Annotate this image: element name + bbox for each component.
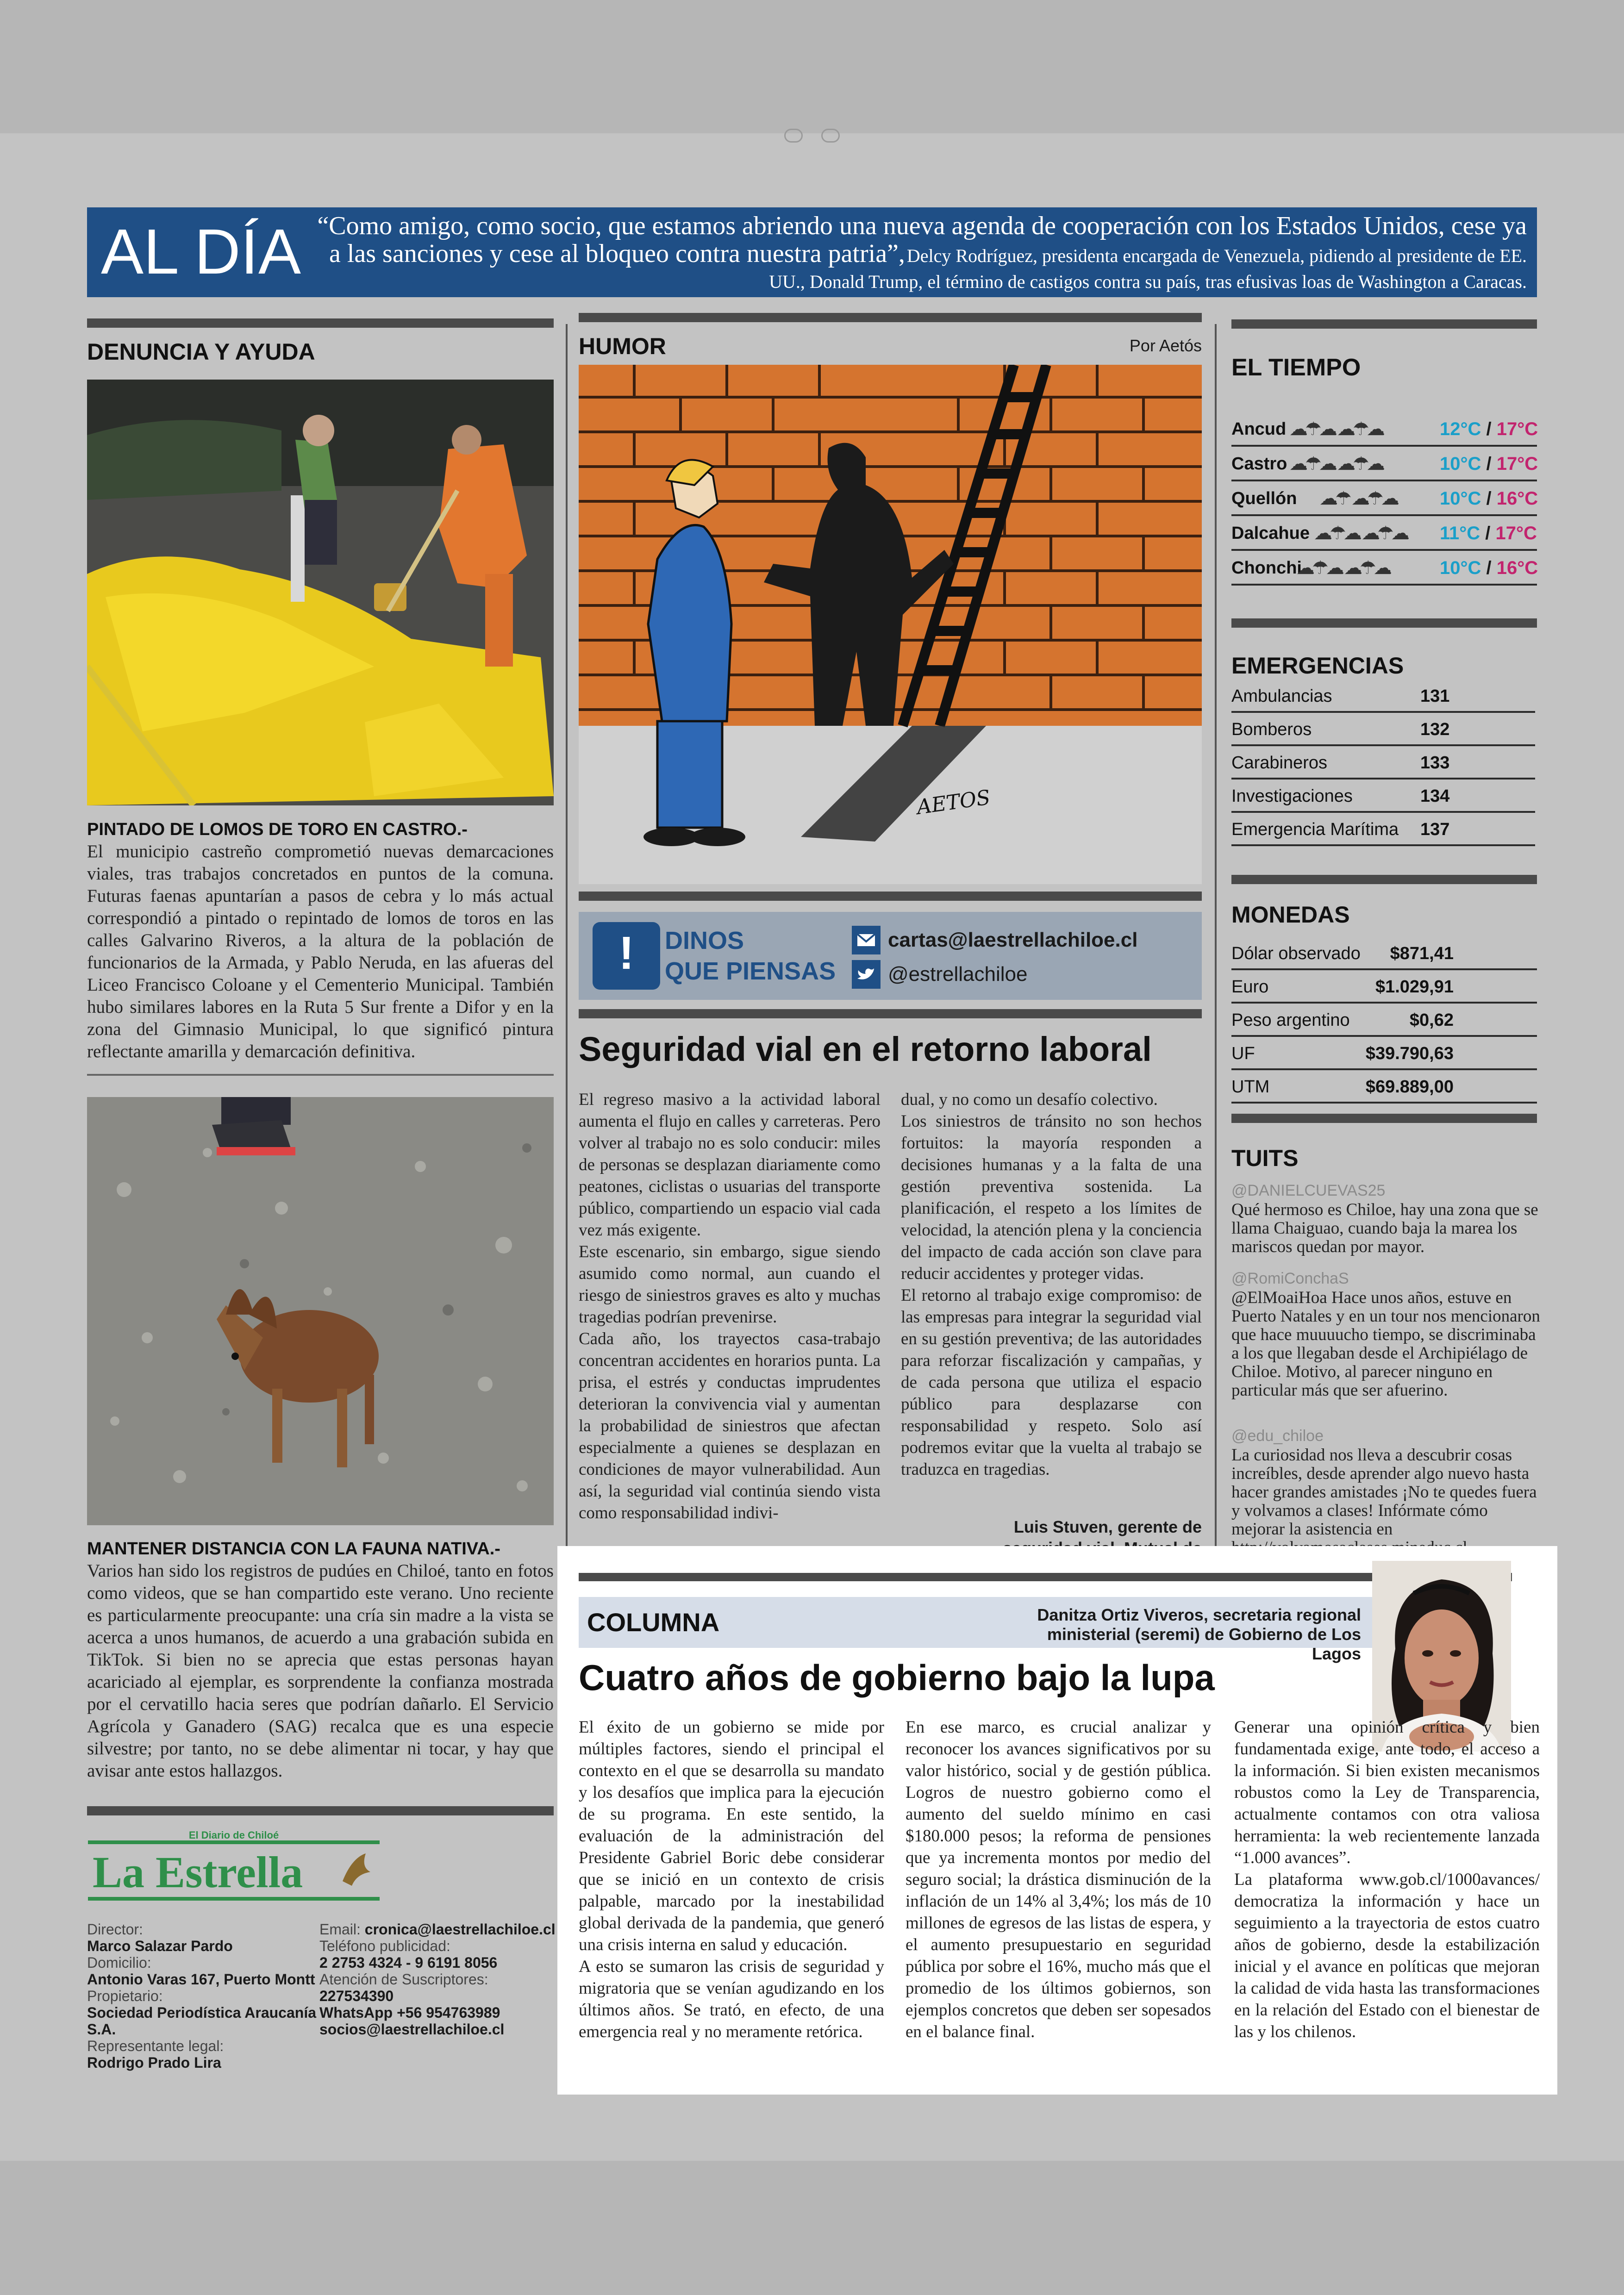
domicilio-label: Domicilio: [87, 1954, 151, 1971]
bird-icon [338, 1849, 375, 1890]
temp-min: 10°C [1440, 488, 1481, 509]
section-rule [1231, 319, 1537, 329]
dinos-twitter[interactable]: @estrellachiloe [888, 963, 1028, 985]
humor-heading: HUMOR [579, 333, 666, 359]
emergency-label: Ambulancias [1231, 686, 1332, 706]
section-rule [579, 313, 1202, 322]
currency-value: $1.029,91 [1375, 977, 1454, 997]
tweet-handle[interactable]: @RomiConchaS [1231, 1270, 1349, 1287]
tweet [1231, 1180, 1542, 1256]
currency-row [1231, 937, 1537, 970]
banner-title: AL DÍA [101, 216, 301, 287]
currency-row [1231, 1037, 1537, 1070]
logo-subtitle: El Diario de Chiloé [188, 1829, 279, 1841]
cartoon-signature: AETOS [915, 786, 992, 819]
director-label: Director: [87, 1921, 143, 1938]
currency-row [1231, 1004, 1537, 1037]
humor-cartoon [579, 365, 1202, 884]
temp-max: 16°C [1496, 488, 1538, 509]
dinos-email[interactable]: cartas@laestrellachiloe.cl [888, 929, 1138, 951]
section-rule [1231, 1114, 1537, 1123]
whatsapp-label: WhatsApp [319, 2004, 393, 2021]
weather-city: Quellón [1231, 489, 1297, 508]
rain-cloud-icon: ☁☂☁ ☁☂☁ [1296, 558, 1389, 578]
tweet-text: La curiosidad nos lleva a descubrir cosas increíbles, desde aprender algo nuevo hasta hacer grandes amistades ¡No te quedes fuera y volvamos a clases! Infórmate cómo mejorar la asistencia en [1231, 1446, 1537, 1539]
domicilio-value: Antonio Varas 167, Puerto Montt [87, 1971, 315, 1988]
weather-temps: 10°C / 17°C [1440, 454, 1538, 474]
weather-city: Castro [1231, 454, 1287, 474]
currency-row [1231, 1070, 1537, 1104]
currency-value: $0,62 [1409, 1010, 1454, 1030]
editorial-byline: Luis Stuven, gerente de [1013, 1517, 1202, 1536]
editorial-title: Seguridad vial en el retorno laboral [579, 1030, 1152, 1068]
rain-cloud-icon: ☁☂☁ ☁☂☁ [1314, 523, 1407, 543]
tiempo-heading: EL TIEMPO [1231, 354, 1361, 381]
columna-box [557, 1546, 1557, 2095]
item1-title: PINTADO DE LOMOS DE TORO EN CASTRO.- [87, 820, 468, 839]
columna-col2: En ese marco, es crucial analizar y reconocer los avances significativos por su valor histórico, social y de gestión pública. Logros de nuestro gobierno como el aumento del sueldo mínimo en casi $180.000 pesos; la reforma de pensiones que ya incrementa montos por medio del seguro social; la drástica disminución de la inflación de un 14% al 3,4%; los más de 10 millones de egresos de las listas de espera, y el aumento presupuestario en seguridad pública por sobre el 16%, mucho más que el promedio de los últimos gobiernos, son ejemplos concretos que deben ser sopesados en el balance final. [906, 1718, 1211, 2041]
logo-text: La Estrella [93, 1847, 303, 1897]
whatsapp-value: +56 954763989 [397, 2004, 500, 2021]
currency-label: UTM [1231, 1077, 1270, 1097]
weather-city: Dalcahue [1231, 524, 1310, 543]
section-rule [87, 318, 554, 328]
page-indicator [821, 129, 840, 143]
editorial-col1: El regreso masivo a la actividad laboral aumenta el flujo en calles y carreteras. Pero volver al trabajo no es solo conducir: miles de personas se desplazan diariamente como peatones, ciclistas o usuarias del transporte público, compartiendo un espacio vial cada vez más exigente. Este escenario, sin embargo, sigue siendo asumido como normal, aun cuando el riesgo de siniestros graves es alto y muchas tragedias podrían prevenirse. Cada año, los trayectos casa-trabajo concentran accidentes en horarios punta. La prisa, el estrés y conductas imprudentes deterioran la convivencia vial y aumentan la probabilidad de siniestros que afectan especialmente a quienes se desplazan en condiciones de mayor vulnerabilidad. Aun así, la seguridad vial continúa siendo vista como responsabilidad indivi- [579, 1090, 881, 1522]
masthead-right [319, 1921, 560, 2038]
al-dia-banner [87, 207, 1537, 297]
humor-author: Por Aetós [1129, 336, 1202, 355]
weather-row [1231, 551, 1537, 586]
currency-label: Peso argentino [1231, 1010, 1350, 1030]
weather-row [1231, 481, 1537, 516]
email-value[interactable]: cronica@laestrellachiloe.cl [364, 1921, 556, 1938]
divider [87, 1074, 554, 1076]
rain-cloud-icon: ☁☂☁ ☁☂☁ [1289, 454, 1382, 474]
speech-icon: ! [593, 922, 660, 990]
columna-col1: El éxito de un gobierno se mide por múltiples factores, siendo el principal el contexto en el que se desarrolla su mandato y los desafíos que implica para la ejecución de su programa. En este sentido, la evaluación de la administración del Presidente Gabriel Boric debe considerar que se inició en un contexto de crisis palpable, marcado por la inestabilidad global derivada de la pandemia, que generó una crisis interna en salud y educación. A esto se sumaron las crisis de seguridad y migratoria que se venían agudizando en los últimos años. Se trató, en efecto, de una emergencia real y no meramente retórica. [579, 1718, 884, 2041]
emergency-row [1231, 713, 1535, 746]
weather-temps: 11°C / 17°C [1440, 523, 1537, 543]
weather-temps: 10°C / 16°C [1440, 558, 1538, 578]
telefono-value: 2 2753 4324 - 9 6191 8056 [319, 1954, 498, 1971]
item2-title: MANTENER DISTANCIA CON LA FAUNA NATIVA.- [87, 1539, 500, 1559]
section-rule [87, 1806, 554, 1815]
currency-row [1231, 970, 1537, 1004]
currency-value: $871,41 [1390, 944, 1454, 963]
emergency-number[interactable]: 133 [1420, 753, 1450, 773]
currency-label: UF [1231, 1044, 1255, 1063]
banner-quote: “Como amigo, como socio, que estamos abriendo una nueva agenda de cooperación con los Estados Unidos, cese ya a las sanciones y cese al bloqueo contra nuestra patria”, [317, 212, 1527, 268]
emergency-label: Investigaciones [1231, 786, 1353, 806]
weather-temps: 10°C / 16°C [1440, 488, 1538, 509]
dinos-line1: DINOS [665, 927, 744, 954]
logo-block [88, 1829, 380, 1901]
section-rule [1231, 618, 1537, 628]
temp-max: 17°C [1496, 419, 1538, 439]
columna-title: Cuatro años de gobierno bajo la lupa [579, 1657, 1215, 1698]
tweet [1231, 1268, 1542, 1400]
propietario-label: Propietario: [87, 1988, 163, 2004]
emergency-row [1231, 780, 1535, 813]
emergency-label: Emergencia Marítima [1231, 820, 1399, 839]
item2-text: Varios han sido los registros de pudúes en Chiloé, tanto en fotos como videos, que se han compartido este verano. Uno reciente es particularmente preocupante: una cría sin madre a la vista se acerca a unos humanos, de acuerdo a una grabación subida en TikTok. Si bien no se aprecia que estas personas hayan acariciado al ejemplar, es sorprendente la confianza mostrada por el cervatillo hacia seres que podrían dañarlo. El Servicio Agrícola y Ganadero (SAG) recalca que es una especie silvestre; por tanto, no se debe alimentar ni tocar, y hay que avisar ante estos hallazgos. [87, 1561, 554, 1781]
pudu-photo [87, 1097, 554, 1525]
temp-min: 11°C [1440, 523, 1480, 543]
email-label: Email: [319, 1921, 361, 1938]
propietario-value: Sociedad Periodística Araucanía S.A. [87, 2004, 316, 2038]
emergency-row [1231, 746, 1535, 780]
road-painting-photo [87, 380, 554, 805]
weather-city: Chonchi [1231, 558, 1302, 578]
emergency-number[interactable]: 134 [1420, 786, 1450, 806]
columna-col3: Generar una opinión crítica y bien fundamentada exige, ante todo, el acceso a la información. Si bien existen mecanismos robustos como la Ley de Transparencia, actualmente contamos con otra valiosa herramienta: la web recientemente lanzada “1.000 avances”. La plataforma www.gob.cl/1000avances/ democratiza la información y hace un seguimiento a la trayectoria de estos cuatro años de gobierno, desde la estabilización inicial y el avance en políticas que mejoran la calidad de vida hasta las transformaciones en la relación del Estado con el bienestar de las y los chilenos. [1234, 1718, 1540, 2041]
dinos-box [579, 912, 1202, 1000]
emergency-label: Bomberos [1231, 720, 1312, 739]
dinos-line2: QUE PIENSAS [665, 957, 836, 985]
temp-max: 17°C [1495, 523, 1537, 543]
representante-value: Rodrigo Prado Lira [87, 2054, 221, 2071]
rain-cloud-icon: ☁☂ ☁☂☁ [1319, 488, 1397, 509]
tweet-handle[interactable]: @DANIELCUEVAS25 [1231, 1182, 1386, 1199]
socios-email[interactable]: socios@laestrellachiloe.cl [319, 2021, 505, 2038]
representante-label: Representante legal: [87, 2038, 224, 2054]
temp-min: 12°C [1440, 419, 1481, 439]
banner-attribution: Delcy Rodríguez, presidenta encargada de Venezuela, pidiendo al presidente de EE. UU., Donald Trump, el término de castigos contra su país, tras efusivas loas de Washington a Caracas. [769, 245, 1527, 292]
weather-row [1231, 516, 1537, 551]
page-indicator [784, 129, 803, 143]
monedas-heading: MONEDAS [1231, 902, 1350, 928]
weather-row [1231, 447, 1537, 481]
item1-text: El municipio castreño comprometió nuevas demarcaciones viales, tras trabajos concretados en puntos de la comuna. Futuras faenas apuntarían a pasos de cebra y lo más actual correspondió a pintado o repintado de lomos de toros en las calles Galvarino Riveros, a la altura de la población de funcionarios de la Armada, y Pablo Neruda, en las afueras del Liceo Francisco Coloane y el Cementerio Municipal. También hubo similares labores en la Ruta 5 Sur frente a Difor y en la zona del Gimnasio Municipal, lo que significó pintura reflectante amarilla y demarcación definitiva. [87, 842, 554, 1061]
section-rule [579, 1009, 1202, 1018]
tuits-heading: TUITS [1231, 1145, 1299, 1171]
telefono-label: Teléfono publicidad: [319, 1938, 450, 1954]
section-rule [1231, 875, 1537, 884]
temp-max: 17°C [1496, 454, 1538, 474]
tweet-text: Qué hermoso es Chiloe, hay una zona que se llama Chaiguao, cuando baja la marea los mariscos quedan por mayor. [1231, 1200, 1538, 1256]
emergency-number[interactable]: 137 [1420, 820, 1450, 839]
section-rule [579, 892, 1202, 901]
weather-city: Ancud [1231, 419, 1287, 439]
currency-label: Dólar observado [1231, 944, 1361, 963]
mail-icon [852, 926, 881, 954]
tweet [1231, 1426, 1542, 1557]
emergency-number[interactable]: 131 [1420, 686, 1450, 706]
emergencias-heading: EMERGENCIAS [1231, 653, 1404, 679]
emergency-label: Carabineros [1231, 753, 1327, 773]
rain-cloud-icon: ☁☂☁ ☁☂☁ [1289, 419, 1382, 439]
editorial-col2: dual, y no como un desafío colectivo. Los siniestros de tránsito no son hechos fortuitos: la mayoría responden a decisiones humanas y a la falta de una gestión preventiva sostenida. La planificación, el respeto a los límites de velocidad, la atención plena y la conciencia del impacto de cada acción son clave para reducir accidentes y proteger vidas. El retorno al trabajo exige compromiso: de las empresas para integrar la seguridad vial en su gestión preventiva; de las autoridades para reforzar fiscalización y campañas, y de cada persona que utiliza el espacio público para desplazarse con responsabilidad y respeto. Solo así podremos evitar que la vuelta al trabajo se traduzca en tragedias. [901, 1090, 1202, 1479]
emergency-row [1231, 813, 1535, 846]
emergency-row [1231, 680, 1535, 713]
monedas-table [1231, 937, 1537, 1104]
currency-label: Euro [1231, 977, 1269, 997]
director-value: Marco Salazar Pardo [87, 1938, 233, 1954]
tuits-list [1231, 1180, 1542, 1551]
banner-quote-block [314, 212, 1527, 295]
tweet-handle[interactable]: @edu_chiloe [1231, 1427, 1324, 1445]
emergencias-table [1231, 680, 1537, 846]
suscriptores-value: 227534390 [319, 1988, 394, 2004]
denuncia-heading: DENUNCIA Y AYUDA [87, 339, 315, 365]
twitter-icon [852, 960, 881, 989]
columna-label: COLUMNA [587, 1608, 720, 1637]
currency-value: $39.790,63 [1365, 1044, 1454, 1063]
temp-min: 10°C [1440, 558, 1481, 578]
masthead-left [87, 1921, 328, 2071]
weather-row [1231, 412, 1537, 447]
emergency-number[interactable]: 132 [1420, 720, 1450, 739]
temp-max: 16°C [1496, 558, 1538, 578]
weather-table [1231, 412, 1537, 588]
column-divider [1215, 324, 1217, 1551]
weather-temps: 12°C / 17°C [1440, 419, 1538, 439]
suscriptores-label: Atención de Suscriptores: [319, 1971, 488, 1988]
columna-author: Danitza Ortiz Viveros, secretaria regional ministerial (seremi) de Gobierno de Los Lagos [1037, 1605, 1361, 1663]
tweet-text: @ElMoaiHoa Hace unos años, estuve en Puerto Natales y en un tour nos mencionaron que hace muuuucho tiempo, se discriminaba a los que llegaban desde el Archipiélago de Chiloe. Motivo, al parecer ninguno en particular más que ser afuerino. [1231, 1288, 1540, 1400]
temp-min: 10°C [1440, 454, 1481, 474]
currency-value: $69.889,00 [1365, 1077, 1454, 1097]
